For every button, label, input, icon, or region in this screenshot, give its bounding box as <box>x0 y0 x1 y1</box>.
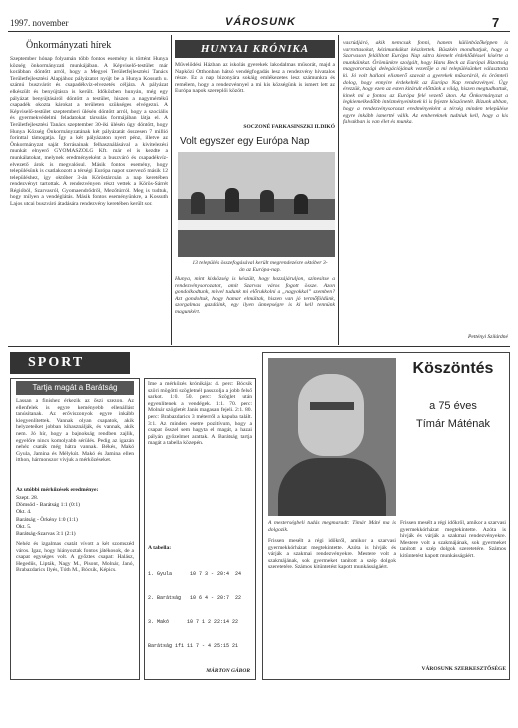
photo-caption: 13 település összefogásával került megrendezésre október 3-án az Európa-nap. <box>192 260 328 273</box>
sport2-body: Íme a mérkőzés krónikája: 4. perc: Bócsik szöri mögötti szögletnél passzolja a jobb felső sarkot. 1:0. 50. perc: Szöglet után egyenlítenek a vendégek. 1:1. 70. perc: Molnár szögletét Janis magasan fejeli. 2:1. 80. perc: Brabazdarics 3 méterről a kapuba talált. 3:1. Az minden esetre pozitívum, hogy a csapat ősszel sem hagyta el magát, a hazai pályán győzelmet arattak. A Barátság tartja magát a tabella közepén. <box>148 381 252 447</box>
koszontes-sub2: Tímár Máténak <box>416 418 490 430</box>
sport-body2: Nehéz és izgalmas csatát vívott a két szomszéd város. Igaz, hogy hiányoztak fontos játékosok, de a csapat egységes volt. A győztes csapat: Halász, Hegedűs, Lipták, Nagy M., Pisont, Molnár, Janó, Brabazdarics Ilyés, Tóth M., Bócsik, Képics. <box>16 541 134 574</box>
portrait-caption: A mesterségbeli tudás megmaradt: Tímár Máté ma is dolgozik. <box>268 520 396 533</box>
col2-intro: Művelődési Házban az iskolás gyerekek lakodalmas műsorát, majd a Napközi Otthonban hátsó vendégfogadás lesz a rendezvény hivatalos része. Ez a nap bizonyára sokáig emlékezetes lesz számunkra és remélem, hogy a rendezvénnyel a mi kis községünk is ismert lett az Európa napok szereplői között. <box>175 62 335 95</box>
europa-nap-photo <box>178 152 335 257</box>
col2-body: Hunya, mint kisközség is készült, hogy hozzájáruljon, színesítse a rendezvénysorozatot, amit Szarvas város fogott össze. Azon gondolkodtunk, mivel tudunk mi előrukkolni a „nagyokkal” szemben? Azt gondoltuk, hogy hamar elmúltak, hiszen van jó termőföldünk, szorgalmas gazdáink, egy ilyen ünnepségre is ki kell tennünk magunkért. <box>175 276 335 315</box>
col1-body: Szeptember hónap folyamán több fontos esemény is történt Hunya község önkormányzati munkájában. A Képviselő-testület már korábban döntött arról, hogy a Megyei Területfejlesztési Tanács Területfejlesztési Alapjához pályázatot nyújt be a Hunya Kossuth u. számú buszvárót és csapadékvíz-elvezetés céljára. A pályázat elkészült és benyújtásra is került. Időközben hunyán, még egy pályázat benyújtásáról döntött a testület, hiszen a nagymértékű csapadék okozta károkat a területen szükséges elvégezni. A Képviselő-testület szeptemberi ülésén döntött arról, hogy a szociális és gyermekvédelmi feladatokat társulás formájában látja el. A Területfejlesztési Tanács szeptember 30-iki ülésén úgy döntött, hogy Hunya Község Önkormányzatának két pályázatát összesen 7 millió forinttal támogatja. Így a két pályázaton nyert pénz, illetve az Önkormányzat saját forrásainak felhasználásával a kivitelezési munkát elnyerő GYOMASZOLG Kft. már el is kezdte a munkálatokat, melynek eredményeként a buszváró és csapadékvíz-elvezető árok is megvalósul. Másik fontos esemény, hogy településünk is csatlakozott a térségi Európa napot szervező másik 12 településhez, így október 3-án Köröstárcsán a nap keretében rendezvényt tartottak. A rendezvényen részt vettek a Körös-Sárrét Régióból, Szarvasról, Gyomaendrődről, Mezőtúrról. Meg is tudtuk, hogy milyen a vendéglátás. Másik fontos eseményünkre, a Kossuth Lajos utcai buszváró átadására rendezvény keretében került sor. <box>10 56 168 208</box>
col3-body: vasrúdjáró, akik nemcsak fonni, hanem különbözőképpen is varrottasokat, kézimunkákat készítettek. Büszkén mondhatjuk, hogy a Szarvason felállított Európa Nap sátra kiemelt érdeklődéssel kísérte a munkáinkat. Örömünkre szolgált, hogy Hans Beck az Európai Bizottság magyarországi delegációjának vezetője a mi településünket választotta ki. Jó volt hallani elismerő szavait a gyerekek műsoráról, és örömteli dolog, hogy ennyire érdekelték az Európa Nap rendezvényei. Úgy érezzük, hogy ezen az esten kitárult előttünk a világ, hiszen megtudhattuk, kinek mi a fontos az Európa felé vezető úton. Az Önkormányzat a legkiemelkedőbb intézményeinknek ki is fejezte köszönetét. Bízunk abban, hogy a rendezvénysorozat eredményeként a térség minden települése egyre inkább ismertté válik. Az embereknek tudniuk kell, hogy a kis falvakban is van élet és munka. <box>343 40 508 126</box>
sport-banner: SPORT <box>10 352 130 374</box>
koszontes-right-body: Frissen mesélt a régi időkről, amikor a szarvasi gyermekkórházat megtekintette. Azóta is hívják és várják a szakmai rendezvényekre. Mestere volt a szakmájának, sok gyermeket tanított a szép dolgok szeretetére. Számos kitüntetést kapott munkásságáért. <box>400 520 506 559</box>
result-line: Okt. 4. <box>16 509 32 516</box>
result-line: Barátság-Szarvas 3:1 (2:1) <box>16 531 76 538</box>
result-line: Okt. 5. <box>16 523 32 530</box>
sport-title: Tartja magát a Barátság <box>16 381 134 395</box>
table-row: Barátság ifi 11 7 - 4 25:15 21 <box>148 643 239 649</box>
koszontes-sub1: a 75 éves <box>429 400 477 412</box>
league-table <box>148 554 252 658</box>
result-line: Barátság - Örkény 1:0 (1:1) <box>16 516 78 523</box>
signature-marton: MÁRTON GÁBOR <box>206 668 250 674</box>
europa-nap-title: Volt egyszer egy Európa Nap <box>180 136 310 147</box>
timar-portrait-photo <box>268 358 396 516</box>
col1-title: Önkormányzati hírek <box>26 40 112 51</box>
results-title: Az utóbbi mérkőzések eredménye: <box>16 487 99 493</box>
section-rule <box>8 346 510 347</box>
signature-szerkesztoseg: VÁROSUNK SZERKESZTŐSÉGE <box>421 666 506 672</box>
sport-body1: Lassan a finishez érkezik az őszi szezon. Az ellenfelek is egyre keményebb ellenállást tanúsítanak. Az erőviszonyok egyre inkább kiegyenlítettek. Vannak olyan csapatok, akik helyzeteiket jobban kihasználják, és vannak, akik nem. Jó hír, hogy a bajnokság rendben zajlik, egyelőre nincs komolyabb sérülés. Pedig az igazán nehéz csaták még hátra vannak. Békés, Makó Gyula, Jamina és Mélykút. Makó és Jamina ellen itthon, hármonszor vívjuk a mérkőzéseket. <box>16 398 134 464</box>
header-rule <box>8 31 510 32</box>
result-line: Dömsöd - Barátság 1:1 (0:1) <box>16 502 81 509</box>
result-line: Szept. 28. <box>16 495 39 501</box>
signature-pettenyi: Pettényi Szilárdné <box>468 334 508 340</box>
hunyai-kronika-banner: HUNYAI KRÓNIKA <box>175 40 335 58</box>
col-divider-2 <box>338 35 339 345</box>
table-row: 3. Makó 10 7 1 2 22:14 22 <box>148 619 239 625</box>
results-list <box>16 495 134 538</box>
table-row: 1. Gyula 10 7 3 - 20:4 24 <box>148 571 242 577</box>
signature-soczone: SOCZONÉ FARKASINSZKI ILDIKÓ <box>243 124 335 130</box>
col-divider-1 <box>171 35 172 345</box>
page-number: 7 <box>492 15 500 30</box>
koszontes-left-body: Frissen mesélt a régi időkről, amikor a szarvasi gyermekkórházat megtekintette. Azóta is hívják és várják a szakmai rendezvényekre. Mestere volt a szakmájának, sok gyermeket tanított a szép dolgok szeretetére. Számos kitüntetést kapott munkásságáért. <box>268 538 396 571</box>
issue-date: 1997. november <box>10 18 69 28</box>
table-title: A tabella: <box>148 545 172 551</box>
table-row: 2. Barátság 10 6 4 - 20:7 22 <box>148 595 242 601</box>
koszontes-title: Köszöntés <box>412 360 494 377</box>
masthead-title: VÁROSUNK <box>225 16 296 28</box>
